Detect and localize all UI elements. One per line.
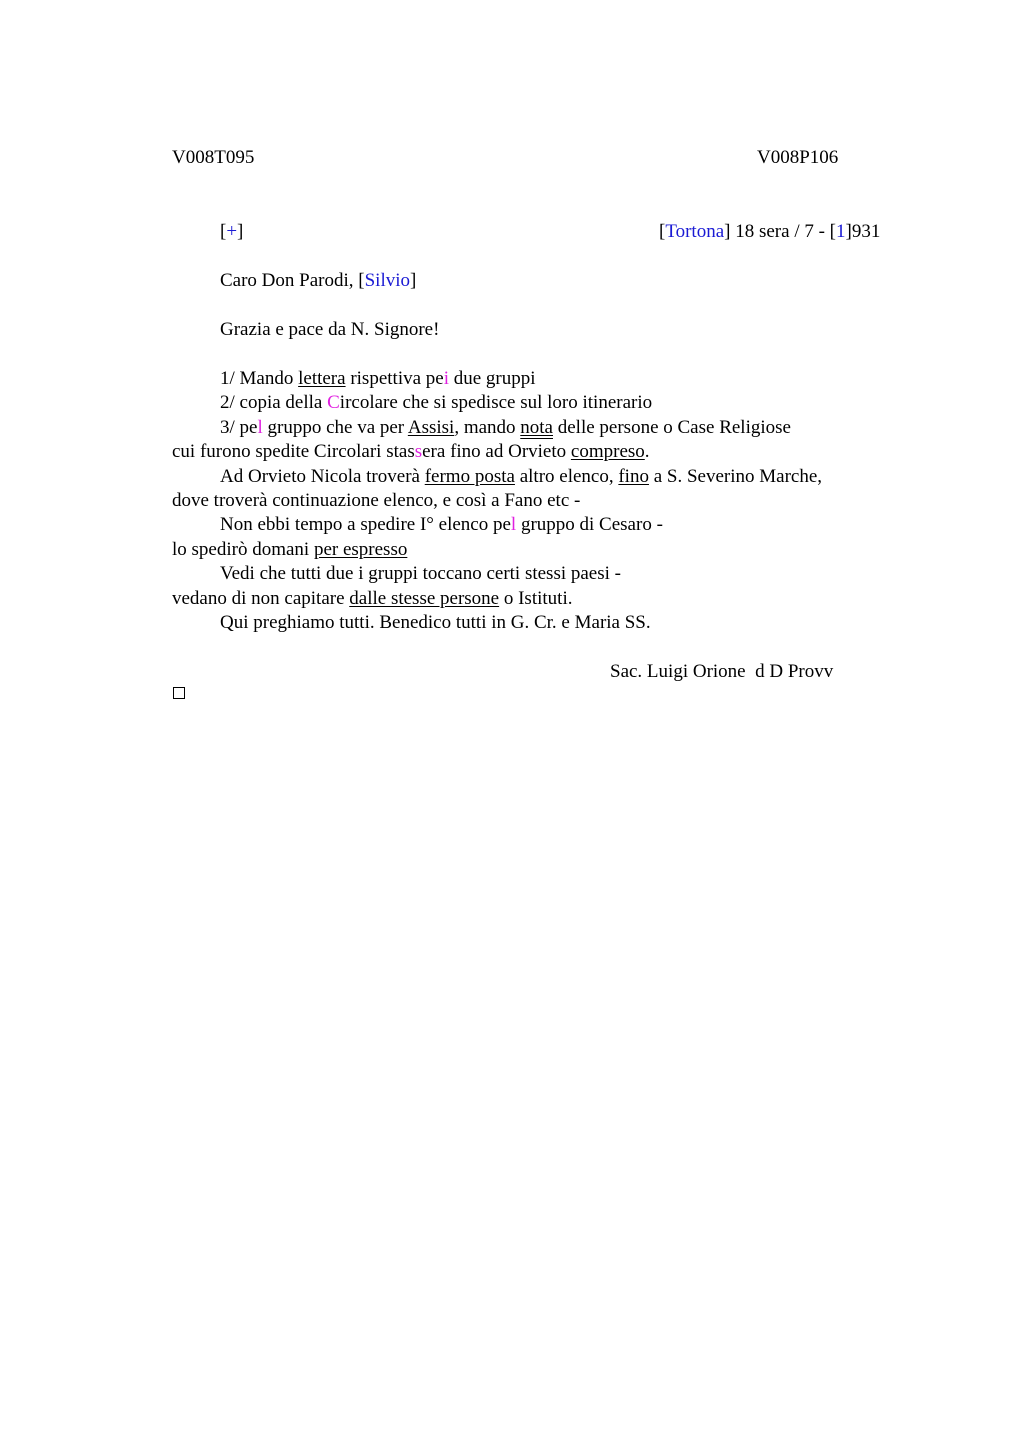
document-code-right: V008P106 bbox=[757, 147, 839, 168]
dateline: [Tortona] 18 sera / 7 - [1]931 bbox=[659, 221, 881, 242]
empty-square-icon bbox=[173, 687, 185, 699]
salutation: Caro Don Parodi, [Silvio] bbox=[220, 270, 417, 291]
body-line: cui furono spedite Circolari stassera fino ad Orvieto compreso. bbox=[172, 441, 650, 462]
salutation-name: Silvio bbox=[364, 270, 410, 291]
document-code-left: V008T095 bbox=[172, 147, 255, 168]
body-line: 2/ copia della Circolare che si spedisce sul loro itinerario bbox=[220, 392, 653, 413]
dateline-date: 18 sera / 7 - [ bbox=[730, 221, 837, 242]
body-line: Vedi che tutti due i gruppi toccano certi stessi paesi - bbox=[220, 563, 621, 584]
body-line: Ad Orvieto Nicola troverà fermo posta altro elenco, fino a S. Severino Marche, bbox=[220, 466, 823, 487]
body-line: dove troverà continuazione elenco, e così a Fano etc - bbox=[172, 490, 581, 511]
dateline-place: Tortona bbox=[665, 221, 725, 242]
body-line: lo spedirò domani per espresso bbox=[172, 539, 408, 560]
body-line: 3/ pel gruppo che va per Assisi, mando nota delle persone o Case Religiose bbox=[220, 417, 791, 438]
greeting: Grazia e pace da N. Signore! bbox=[220, 319, 440, 340]
body-line: 1/ Mando lettera rispettiva pei due gruppi bbox=[220, 368, 536, 389]
body-line: vedano di non capitare dalle stesse persone o Istituti. bbox=[172, 588, 573, 609]
body-line: Non ebbi tempo a spedire I° elenco pel gruppo di Cesaro - bbox=[220, 514, 663, 535]
body-line: Qui preghiamo tutti. Benedico tutti in G. Cr. e Maria SS. bbox=[220, 612, 651, 633]
cross-mark: [+] bbox=[220, 221, 244, 242]
signature: Sac. Luigi Orione d D Provv bbox=[610, 661, 834, 682]
cross-icon: + bbox=[226, 221, 238, 242]
